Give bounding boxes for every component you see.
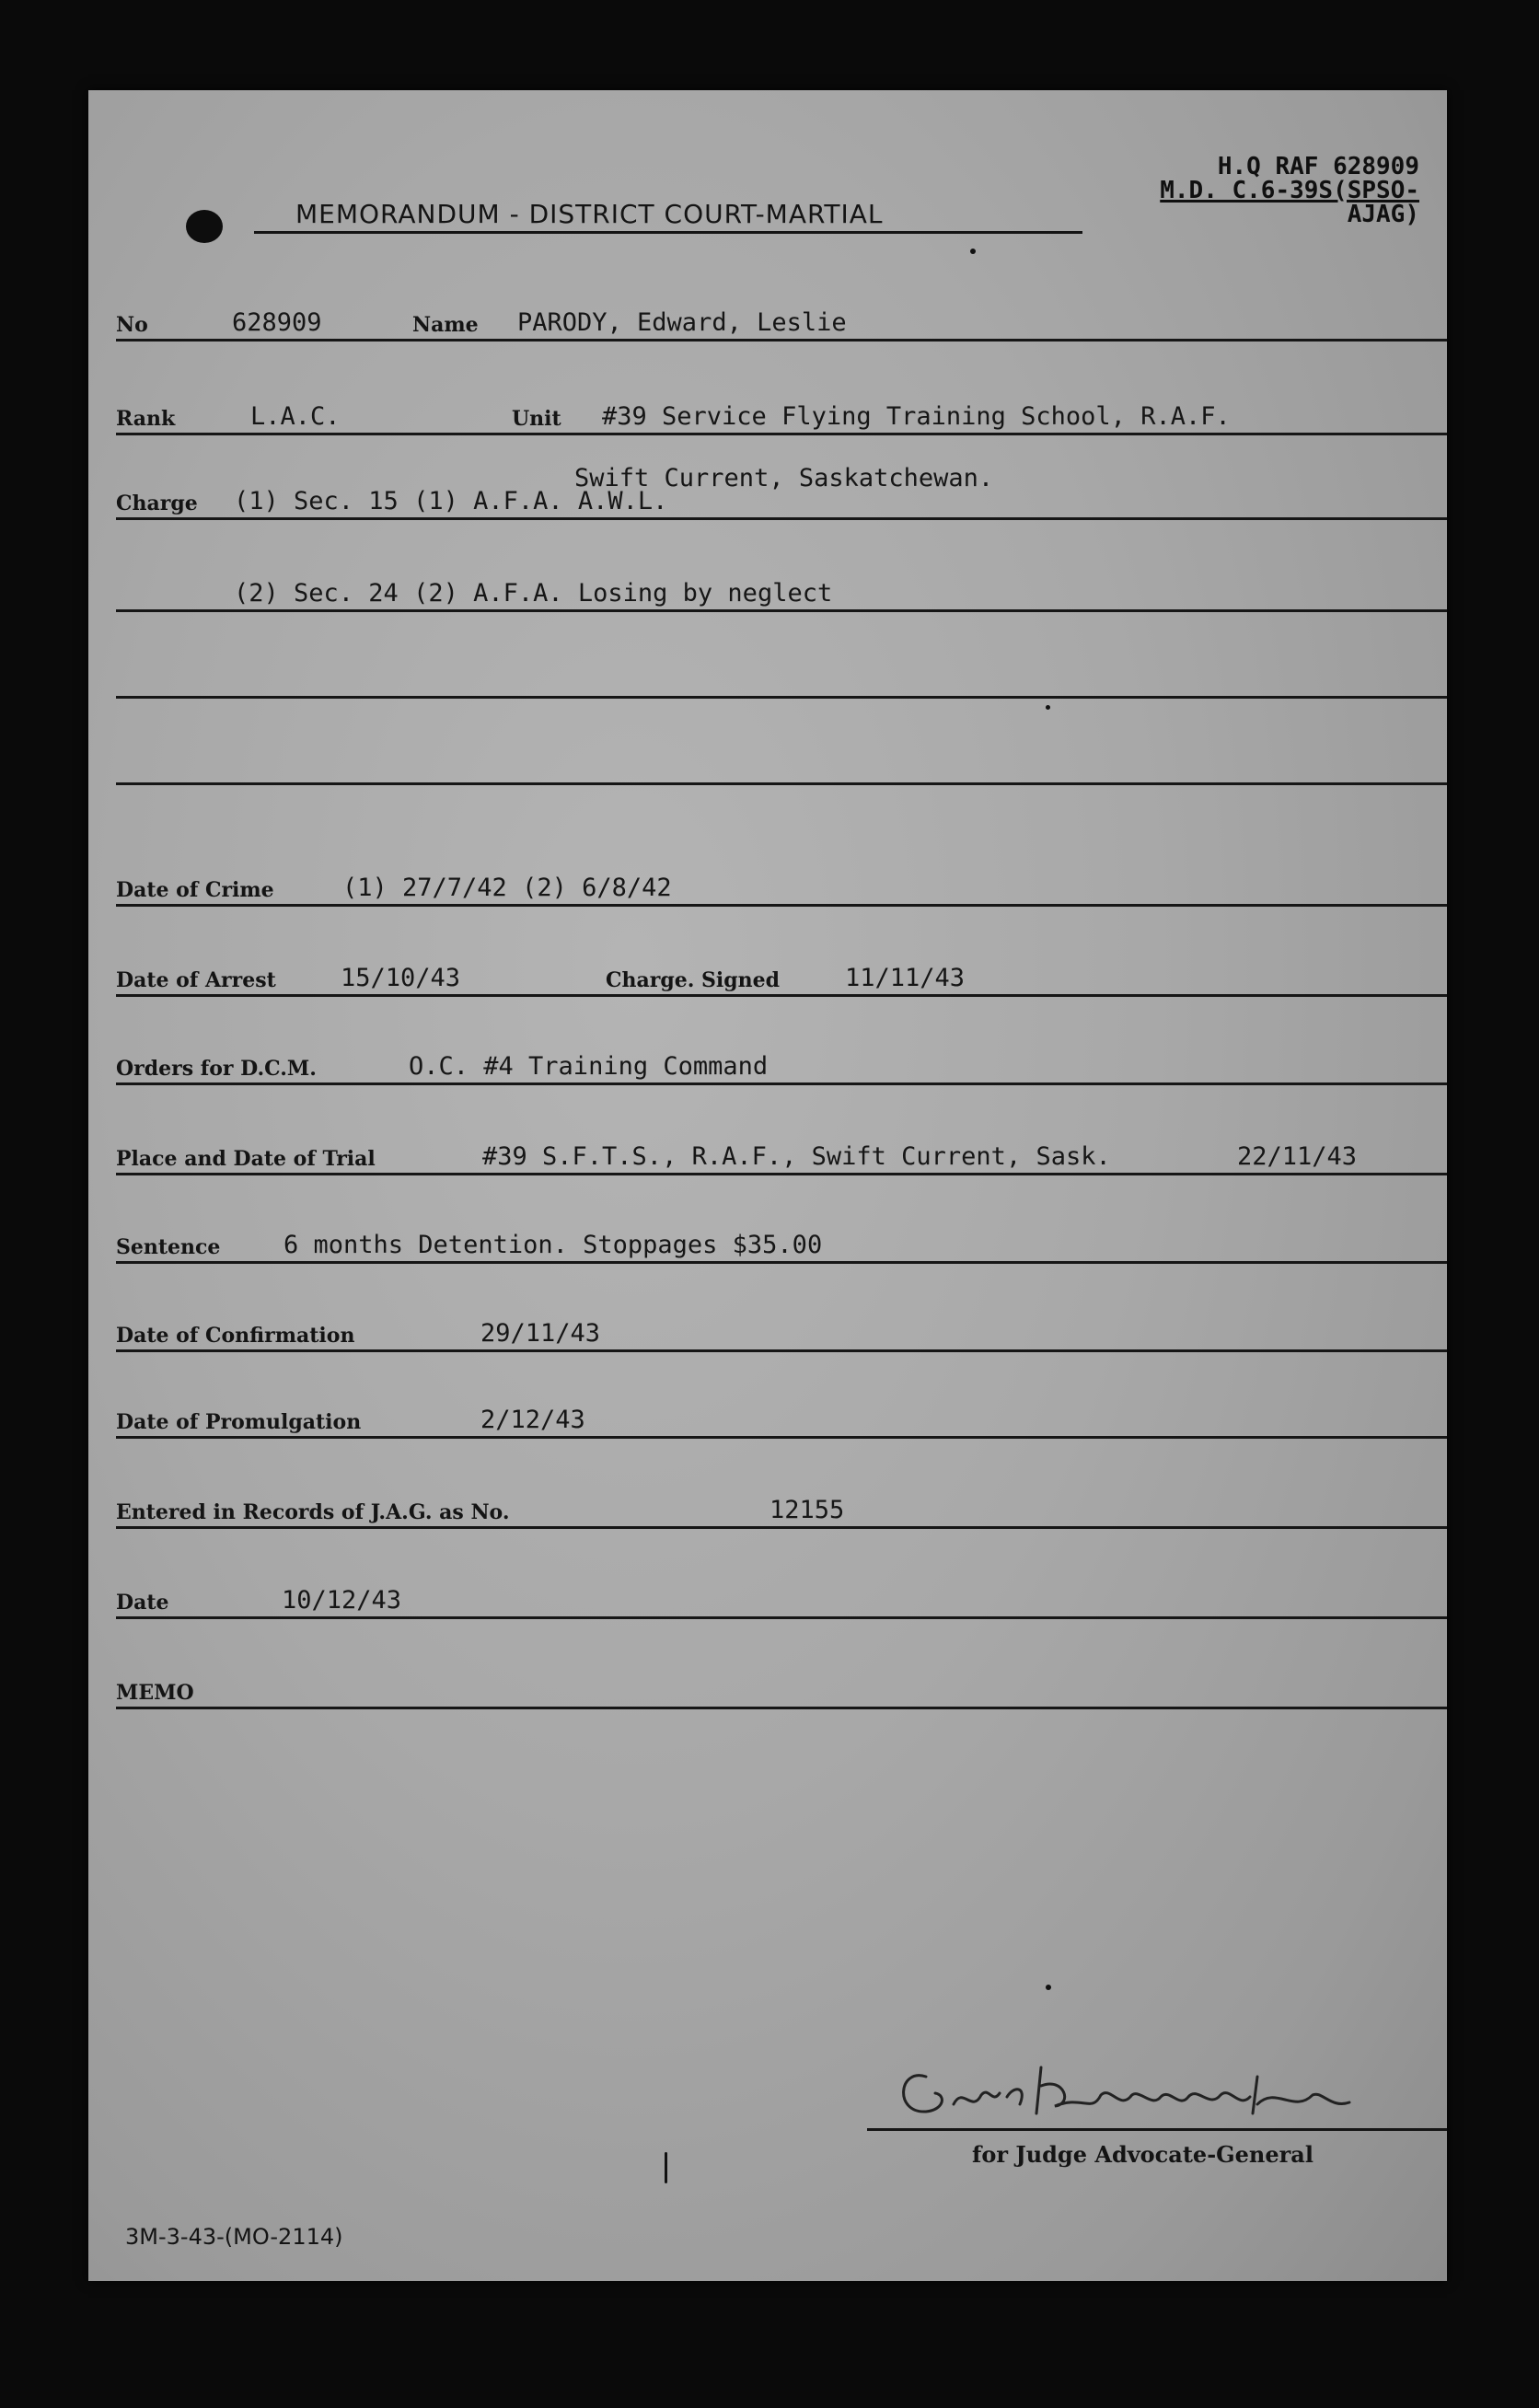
form-code: 3M-3-43-(MO-2114) <box>125 2224 343 2250</box>
label-date-of-promulgation: Date of Promulgation <box>116 1410 362 1434</box>
value-charge-signed: 11/11/43 <box>845 964 966 992</box>
value-unit-line2: Swift Current, Saskatchewan. <box>574 464 994 492</box>
punch-hole <box>186 210 223 243</box>
blank-line-1 <box>116 665 1447 699</box>
row-memo <box>116 1675 1447 1709</box>
value-date-of-arrest: 15/10/43 <box>341 964 461 992</box>
ref-line-1: H.Q RAF 628909 <box>1217 153 1419 180</box>
value-date-of-crime: (1) 27/7/42 (2) 6/8/42 <box>342 874 672 902</box>
row-no-name <box>116 307 1447 342</box>
value-date-of-confirmation: 29/11/43 <box>480 1319 601 1348</box>
ref-line-2: M.D. C.6-39S(SPSO- <box>1160 177 1419 204</box>
value-date: 10/12/43 <box>282 1586 402 1615</box>
row-charge <box>116 486 1447 520</box>
value-unit: #39 Service Flying Training School, R.A.F. <box>602 402 1231 431</box>
label-unit: Unit <box>512 407 561 431</box>
label-charge-signed: Charge. Signed <box>606 968 781 992</box>
court-martial-memo-page <box>88 90 1447 2281</box>
value-no: 628909 <box>232 308 322 337</box>
label-date-of-arrest: Date of Arrest <box>116 968 276 992</box>
handwritten-signature <box>889 2058 1368 2132</box>
label-date-of-confirmation: Date of Confirmation <box>116 1324 355 1348</box>
value-charge-1: (1) Sec. 15 (1) A.F.A. A.W.L. <box>234 487 668 515</box>
label-date-of-crime: Date of Crime <box>116 878 274 902</box>
paper-speck <box>1046 1985 1051 1990</box>
value-trial-date: 22/11/43 <box>1237 1142 1358 1171</box>
signature-caption: for Judge Advocate-General <box>972 2141 1313 2168</box>
row-entered-in-records <box>116 1495 1447 1529</box>
value-orders-for-dcm: O.C. #4 Training Command <box>409 1052 769 1081</box>
value-place: #39 S.F.T.S., R.A.F., Swift Current, Sask. <box>482 1142 1111 1171</box>
value-date-of-promulgation: 2/12/43 <box>480 1406 585 1434</box>
signature-line <box>867 2128 1447 2131</box>
paper-mark <box>665 2152 667 2183</box>
row-orders-for-dcm <box>116 1051 1447 1085</box>
value-rank: L.A.C. <box>250 402 341 431</box>
row-sentence <box>116 1230 1447 1264</box>
page-title: MEMORANDUM - DISTRICT COURT-MARTIAL <box>254 199 1082 234</box>
blank-line-2 <box>116 751 1447 785</box>
value-name: PARODY, Edward, Leslie <box>517 308 847 337</box>
label-rank: Rank <box>116 407 176 431</box>
row-charge-2 <box>116 578 1447 612</box>
row-rank-unit <box>116 401 1447 435</box>
label-entered-in-records: Entered in Records of J.A.G. as No. <box>116 1500 510 1524</box>
row-date-of-arrest <box>116 963 1447 997</box>
label-name: Name <box>412 313 479 337</box>
row-place-and-date <box>116 1141 1447 1175</box>
row-date <box>116 1585 1447 1619</box>
label-charge: Charge <box>116 492 198 515</box>
label-no: No <box>116 313 148 337</box>
ref-line-3: AJAG) <box>1347 201 1419 228</box>
paper-speck <box>1046 705 1050 710</box>
paper-speck <box>970 249 976 254</box>
reference-block <box>1160 155 1419 226</box>
label-date: Date <box>116 1591 169 1615</box>
value-charge-2: (2) Sec. 24 (2) A.F.A. Losing by neglect <box>234 579 833 608</box>
value-sentence: 6 months Detention. Stoppages $35.00 <box>284 1231 823 1259</box>
label-place-and-date: Place and Date of Trial <box>116 1147 376 1171</box>
label-memo: MEMO <box>116 1681 194 1705</box>
label-orders-for-dcm: Orders for D.C.M. <box>116 1057 317 1081</box>
row-date-of-crime <box>116 873 1447 907</box>
label-sentence: Sentence <box>116 1235 221 1259</box>
row-date-of-confirmation <box>116 1318 1447 1352</box>
row-date-of-promulgation <box>116 1405 1447 1439</box>
value-entered-in-records: 12155 <box>770 1496 845 1524</box>
